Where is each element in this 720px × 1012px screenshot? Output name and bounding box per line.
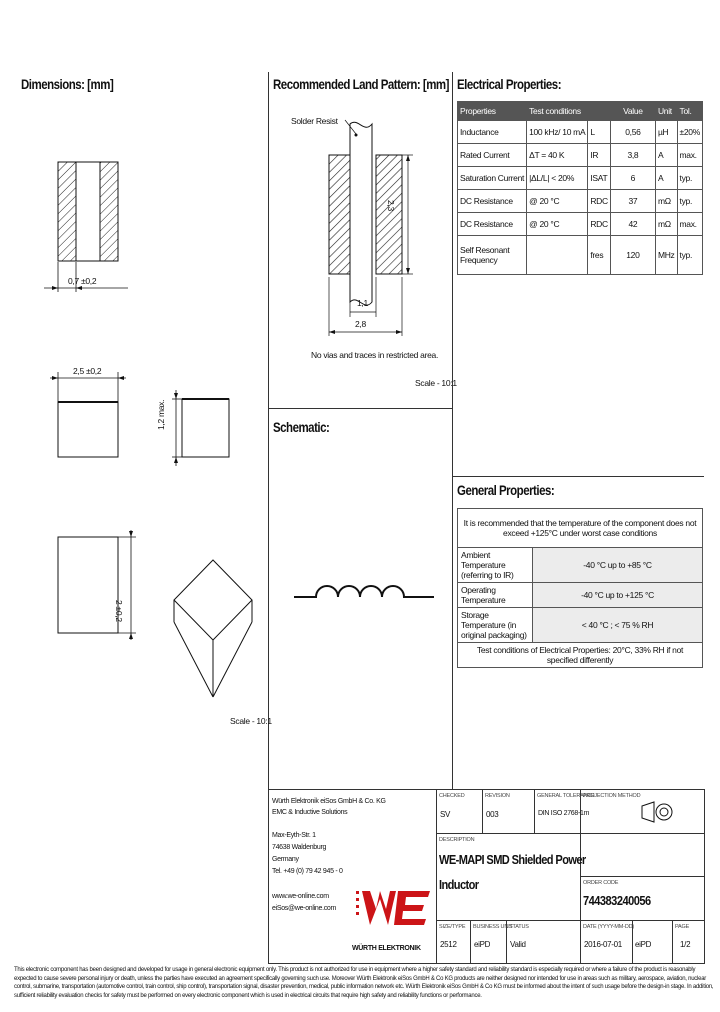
land-dim-gap: 1,1 [357, 298, 368, 308]
land-note: No vias and traces in restricted area. [311, 350, 439, 360]
table-row [458, 583, 703, 608]
col-properties: Properties [458, 102, 527, 121]
company-country: Germany [272, 856, 299, 863]
row-value: 6 [610, 167, 655, 190]
label-size: SIZE/TYPE [439, 924, 466, 930]
land-dim-height: 2,3 [386, 200, 396, 211]
company-email[interactable]: eiSos@we-online.com [272, 905, 337, 912]
inductor-symbol [268, 408, 452, 788]
description-line-2: Inductor [439, 877, 479, 892]
frame-divider-titleblock [268, 789, 704, 790]
row-condition: |ΔL/L| < 20% [527, 167, 588, 190]
row-condition: @ 20 °C [527, 190, 588, 213]
label-order-code: ORDER CODE [583, 880, 619, 886]
tb-line-8 [470, 920, 471, 963]
row-symbol: ISAT [588, 167, 611, 190]
dim-height: 1,2 max. [156, 399, 166, 430]
row-property: Saturation Current [458, 167, 527, 190]
tb-line-5 [580, 876, 704, 877]
frame-bottom [268, 963, 705, 964]
row-symbol: IR [588, 144, 611, 167]
table-row [458, 548, 703, 583]
row-condition: ΔT = 40 K [527, 144, 588, 167]
label-business-unit: BUSINESS UNIT [473, 924, 513, 930]
solder-resist-label: Solder Resist [291, 116, 338, 126]
row-condition: @ 20 °C [527, 213, 588, 236]
tb-line-4 [436, 920, 704, 921]
tb-line-3 [436, 833, 704, 834]
disclaimer-line-1: This electronic component has been designed and developed for usage in general electronic equipment only. This product is not authorized for use in equipment where a higher safety standard and reliability standard is especially required or where a failure of the product is reasonably expected to cause severe personal injury or death, unless the parties have executed an agreement specifically governing such use. Moreover Würth Elektronik eiSos GmbH & Co KG products are neither designed nor intended for use in areas such as military, aerospace, aviation, nuclear control, submarine, transportation (automotive control, train control, ship control), transportation signal, disaster prevention, medical, public information network etc. [14, 967, 707, 990]
value-date: 2016-07-01 [584, 940, 622, 949]
value-status: Valid [510, 940, 526, 949]
row-tol: typ. [677, 167, 702, 190]
row-unit: A [655, 167, 677, 190]
tb-line-1 [436, 789, 437, 963]
row-property: Rated Current [458, 144, 527, 167]
tb-line-7 [534, 789, 535, 833]
row-condition [527, 236, 588, 275]
row-condition: 100 kHz/ 10 mA [527, 121, 588, 144]
col-tol: Tol. [677, 102, 702, 121]
value-checked: SV [440, 810, 451, 819]
value-size: 2512 [440, 940, 457, 949]
row-unit: MHz [655, 236, 677, 275]
row-symbol: fres [588, 236, 611, 275]
disclaimer-text [14, 966, 714, 1006]
tb-line-6 [482, 789, 483, 833]
frame-divider-electrical-general [452, 476, 704, 477]
label-page: PAGE [675, 924, 690, 930]
row-tol: max. [677, 213, 702, 236]
electrical-table [457, 101, 703, 275]
general-property: Operating Temperature [458, 583, 533, 608]
col-test-conditions: Test conditions [527, 102, 588, 121]
company-city: 74638 Waldenburg [272, 844, 327, 851]
general-table [457, 508, 703, 668]
table-row [458, 144, 703, 167]
row-value: 120 [610, 236, 655, 275]
general-intro: It is recommended that the temperature of the component does not exceed +125°C under worst case conditions [458, 509, 703, 548]
frame-divider-mid [452, 72, 453, 789]
dimensions-header: Dimensions: [mm] [21, 76, 114, 92]
value-tolerance: DIN ISO 2768-1m [538, 810, 590, 817]
col-unit: Unit [655, 102, 677, 121]
tb-line-11 [672, 920, 673, 963]
label-projection: PROJECTION METHOD [583, 793, 641, 799]
label-description: DESCRIPTION [439, 837, 475, 843]
schematic-header: Schematic: [273, 419, 330, 435]
row-value: 37 [610, 190, 655, 213]
row-unit: A [655, 144, 677, 167]
table-row [458, 167, 703, 190]
value-status-2: eiPD [635, 940, 652, 949]
company-web[interactable]: www.we-online.com [272, 893, 329, 900]
bottom-view-outline [58, 162, 118, 261]
we-logo [350, 885, 436, 949]
table-row [458, 236, 703, 275]
general-property: Ambient Temperature (referring to IR) [458, 548, 533, 583]
label-status: STATUS [509, 924, 529, 930]
label-date: DATE (YYYY-MM-DD) [583, 924, 634, 930]
logo-text: WÜRTH ELEKTRONIK [352, 945, 421, 952]
label-tolerance: GENERAL TOLERANCE [537, 793, 595, 799]
label-revision: REVISION [485, 793, 510, 799]
description-line-1: WE-MAPI SMD Shielded Power [439, 852, 586, 867]
frame-right [704, 789, 705, 964]
row-property: DC Resistance [458, 190, 527, 213]
company-name: Würth Elektronik eiSos GmbH & Co. KG [272, 798, 386, 805]
order-code: 744383240056 [583, 893, 651, 908]
company-department: EMC & Inductive Solutions [272, 809, 348, 816]
table-row [458, 213, 703, 236]
row-tol: ±20% [677, 121, 702, 144]
row-value: 0,56 [610, 121, 655, 144]
table-row [458, 190, 703, 213]
table-row [458, 608, 703, 643]
row-tol: typ. [677, 190, 702, 213]
dim-width-terminal: 0,7 ±0,2 [68, 276, 97, 286]
dim-width: 2 ±0,2 [114, 600, 124, 622]
value-business-unit: eiPD [474, 940, 491, 949]
row-property: DC Resistance [458, 213, 527, 236]
row-unit: mΩ [655, 190, 677, 213]
dimensions-scale: Scale - 10:1 [230, 716, 272, 726]
general-header: General Properties: [457, 482, 555, 498]
row-unit: mΩ [655, 213, 677, 236]
general-value: -40 °C up to +85 °C [533, 548, 703, 583]
row-unit: µH [655, 121, 677, 144]
table-row [458, 121, 703, 144]
general-footer: Test conditions of Electrical Properties: 20°C, 33% RH if not specified differently [458, 643, 703, 668]
row-property: Inductance [458, 121, 527, 144]
row-property: Self Resonant Frequency [458, 236, 527, 275]
company-street: Max-Eyth-Str. 1 [272, 832, 316, 839]
label-checked: CHECKED [439, 793, 465, 799]
dimensions-drawing [0, 0, 268, 790]
value-revision: 003 [486, 810, 499, 819]
row-symbol: L [588, 121, 611, 144]
general-property: Storage Temperature (in original packaging) [458, 608, 533, 643]
row-symbol: RDC [588, 213, 611, 236]
general-footer-row [458, 643, 703, 668]
value-page: 1/2 [680, 940, 691, 949]
row-symbol: RDC [588, 190, 611, 213]
electrical-header: Electrical Properties: [457, 76, 562, 92]
company-tel: Tel. +49 (0) 79 42 945 - 0 [272, 868, 343, 875]
electrical-header-row [458, 102, 703, 121]
land-dim-total: 2,8 [355, 319, 366, 329]
general-intro-row [458, 509, 703, 548]
general-value: < 40 °C ; < 75 % RH [533, 608, 703, 643]
row-value: 42 [610, 213, 655, 236]
row-tol: typ. [677, 236, 702, 275]
land-scale: Scale - 10:1 [415, 378, 457, 388]
col-symbol [588, 102, 611, 121]
row-tol: max. [677, 144, 702, 167]
projection-method-icon [640, 800, 674, 824]
row-value: 3,8 [610, 144, 655, 167]
land-pattern-header: Recommended Land Pattern: [mm] [273, 76, 449, 92]
general-value: -40 °C up to +125 °C [533, 583, 703, 608]
col-value: Value [610, 102, 655, 121]
dim-length: 2,5 ±0,2 [73, 366, 102, 376]
disclaimer-line-2: Würth Elektronik eiSos GmbH & Co KG must be informed about the intent of such usage before the design-in stage. In addition, sufficient reliability evaluation checks for safety must be performed on every electronic component which is used in electrical circuits that require high safety and reliability functions or performance. [14, 984, 714, 999]
